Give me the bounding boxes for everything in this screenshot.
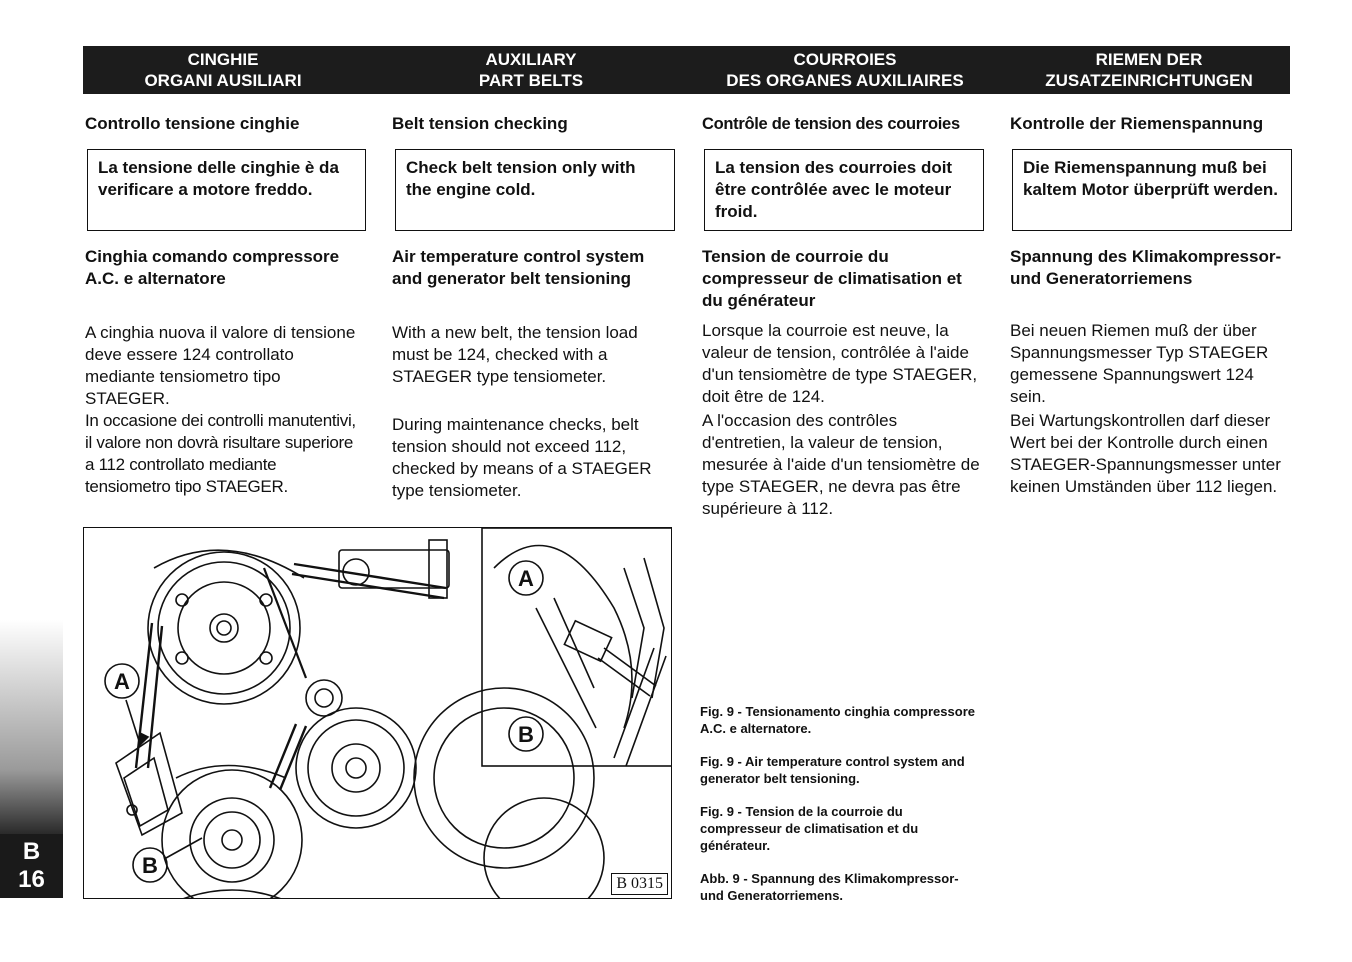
inset-label-a: A — [518, 566, 534, 591]
inset-detail-frame — [482, 528, 672, 766]
note-box-de: Die Riemenspannung muß bei kaltem Motor überprüft werden. — [1012, 149, 1292, 231]
subtitle-fr: Contrôle de tension des courroies — [702, 115, 960, 133]
header-en-line2: PART BELTS — [478, 71, 584, 90]
belt-tension-illustration — [83, 527, 672, 899]
caption-en: Fig. 9 - Air temperature control system and generator belt tensioning. — [700, 754, 965, 786]
header-it-line2: ORGANI AUSILIARI — [144, 71, 302, 90]
header-fr — [700, 46, 990, 94]
header-fr-line2: DES ORGANES AUXILIAIRES — [726, 71, 964, 90]
engine-belt-drawing — [84, 528, 672, 899]
figure-label-b: B — [142, 853, 158, 878]
header-de-line1: RIEMEN DER — [1095, 50, 1203, 69]
tension-gauge — [339, 550, 449, 588]
paragraph-de-2: Bei Wartungskontrollen darf dieser Wert bei der Kontrolle durch einen STAEGER-Spannungsmesser unter keinen Umständen über 112 liegen. — [1010, 411, 1281, 496]
paragraph-it-1: A cinghia nuova il valore di tensione deve essere 124 controllato mediante tensiometro tipo STAEGER. — [85, 323, 356, 408]
header-it — [83, 46, 363, 94]
section-title-de: Spannung des Klimakompressor- und Generatorriemens — [1010, 247, 1282, 288]
paragraph-it-2: In occasione dei controlli manutentivi, il valore non dovrà risultare superiore a 112 controllato mediante tensiometro tipo STAEGER. — [85, 411, 356, 496]
caption-de: Abb. 9 - Spannung des Klimakompressor- und Generatorriemens. — [700, 871, 959, 903]
figure-label-a: A — [114, 669, 130, 694]
inset-label-b: B — [518, 722, 534, 747]
header-de-line2: ZUSATZEINRICHTUNGEN — [1045, 71, 1253, 90]
idler-pulley — [296, 708, 416, 828]
paragraph-fr-2: A l'occasion des contrôles d'entretien, la valeur de tension, mesurée à l'aide d'un tensiomètre de type STAEGER, ne devra pas être supérieure à 112. — [702, 411, 980, 518]
section-title-fr: Tension de courroie du compresseur de climatisation et du générateur — [702, 247, 962, 310]
subtitle-it: Controllo tensione cinghie — [85, 114, 300, 133]
paragraph-de-1: Bei neuen Riemen muß der über Spannungsmesser Typ STAEGER gemessene Spannungswert 124 sein. — [1010, 321, 1269, 406]
section-header-band — [83, 46, 1290, 94]
paragraph-en-1: With a new belt, the tension load must be 124, checked with a STAEGER type tensiometer. — [392, 323, 638, 386]
page-tab-gradient — [0, 620, 63, 834]
header-en-line1: AUXILIARY — [485, 50, 577, 69]
header-it-line1: CINGHIE — [187, 50, 259, 69]
section-title-it: Cinghia comando compressore A.C. e alternatore — [85, 247, 340, 288]
paragraph-en-2: During maintenance checks, belt tension should not exceed 112, checked by means of a STAEGER type tensiometer. — [392, 415, 652, 500]
compressor-pulley — [148, 552, 300, 704]
caption-it: Fig. 9 - Tensionamento cinghia compressore A.C. e alternatore. — [700, 704, 975, 736]
subtitle-de: Kontrolle der Riemenspannung — [1010, 114, 1264, 133]
subtitle-en: Belt tension checking — [392, 114, 568, 133]
section-title-en: Air temperature control system and generator belt tensioning — [392, 247, 645, 288]
tab-letter: B — [22, 838, 41, 865]
note-box-fr: La tension des courroies doit être contrôlée avec le moteur froid. — [704, 149, 984, 231]
page-tab — [0, 834, 63, 898]
figure-code: B 0315 — [611, 873, 668, 895]
header-en — [391, 46, 671, 94]
header-fr-line1: COURROIES — [793, 50, 897, 69]
note-box-en: Check belt tension only with the engine cold. — [395, 149, 675, 231]
tab-number: 16 — [18, 866, 45, 893]
caption-fr: Fig. 9 - Tension de la courroie du compresseur de climatisation et du générateur. — [700, 804, 919, 853]
header-de — [1008, 46, 1290, 94]
note-box-it: La tensione delle cinghie è da verificare a motore freddo. — [87, 149, 366, 231]
paragraph-fr-1: Lorsque la courroie est neuve, la valeur de tension, contrôlée à l'aide d'un tensiomètre de type STAEGER, doit être de 124. — [702, 321, 978, 406]
